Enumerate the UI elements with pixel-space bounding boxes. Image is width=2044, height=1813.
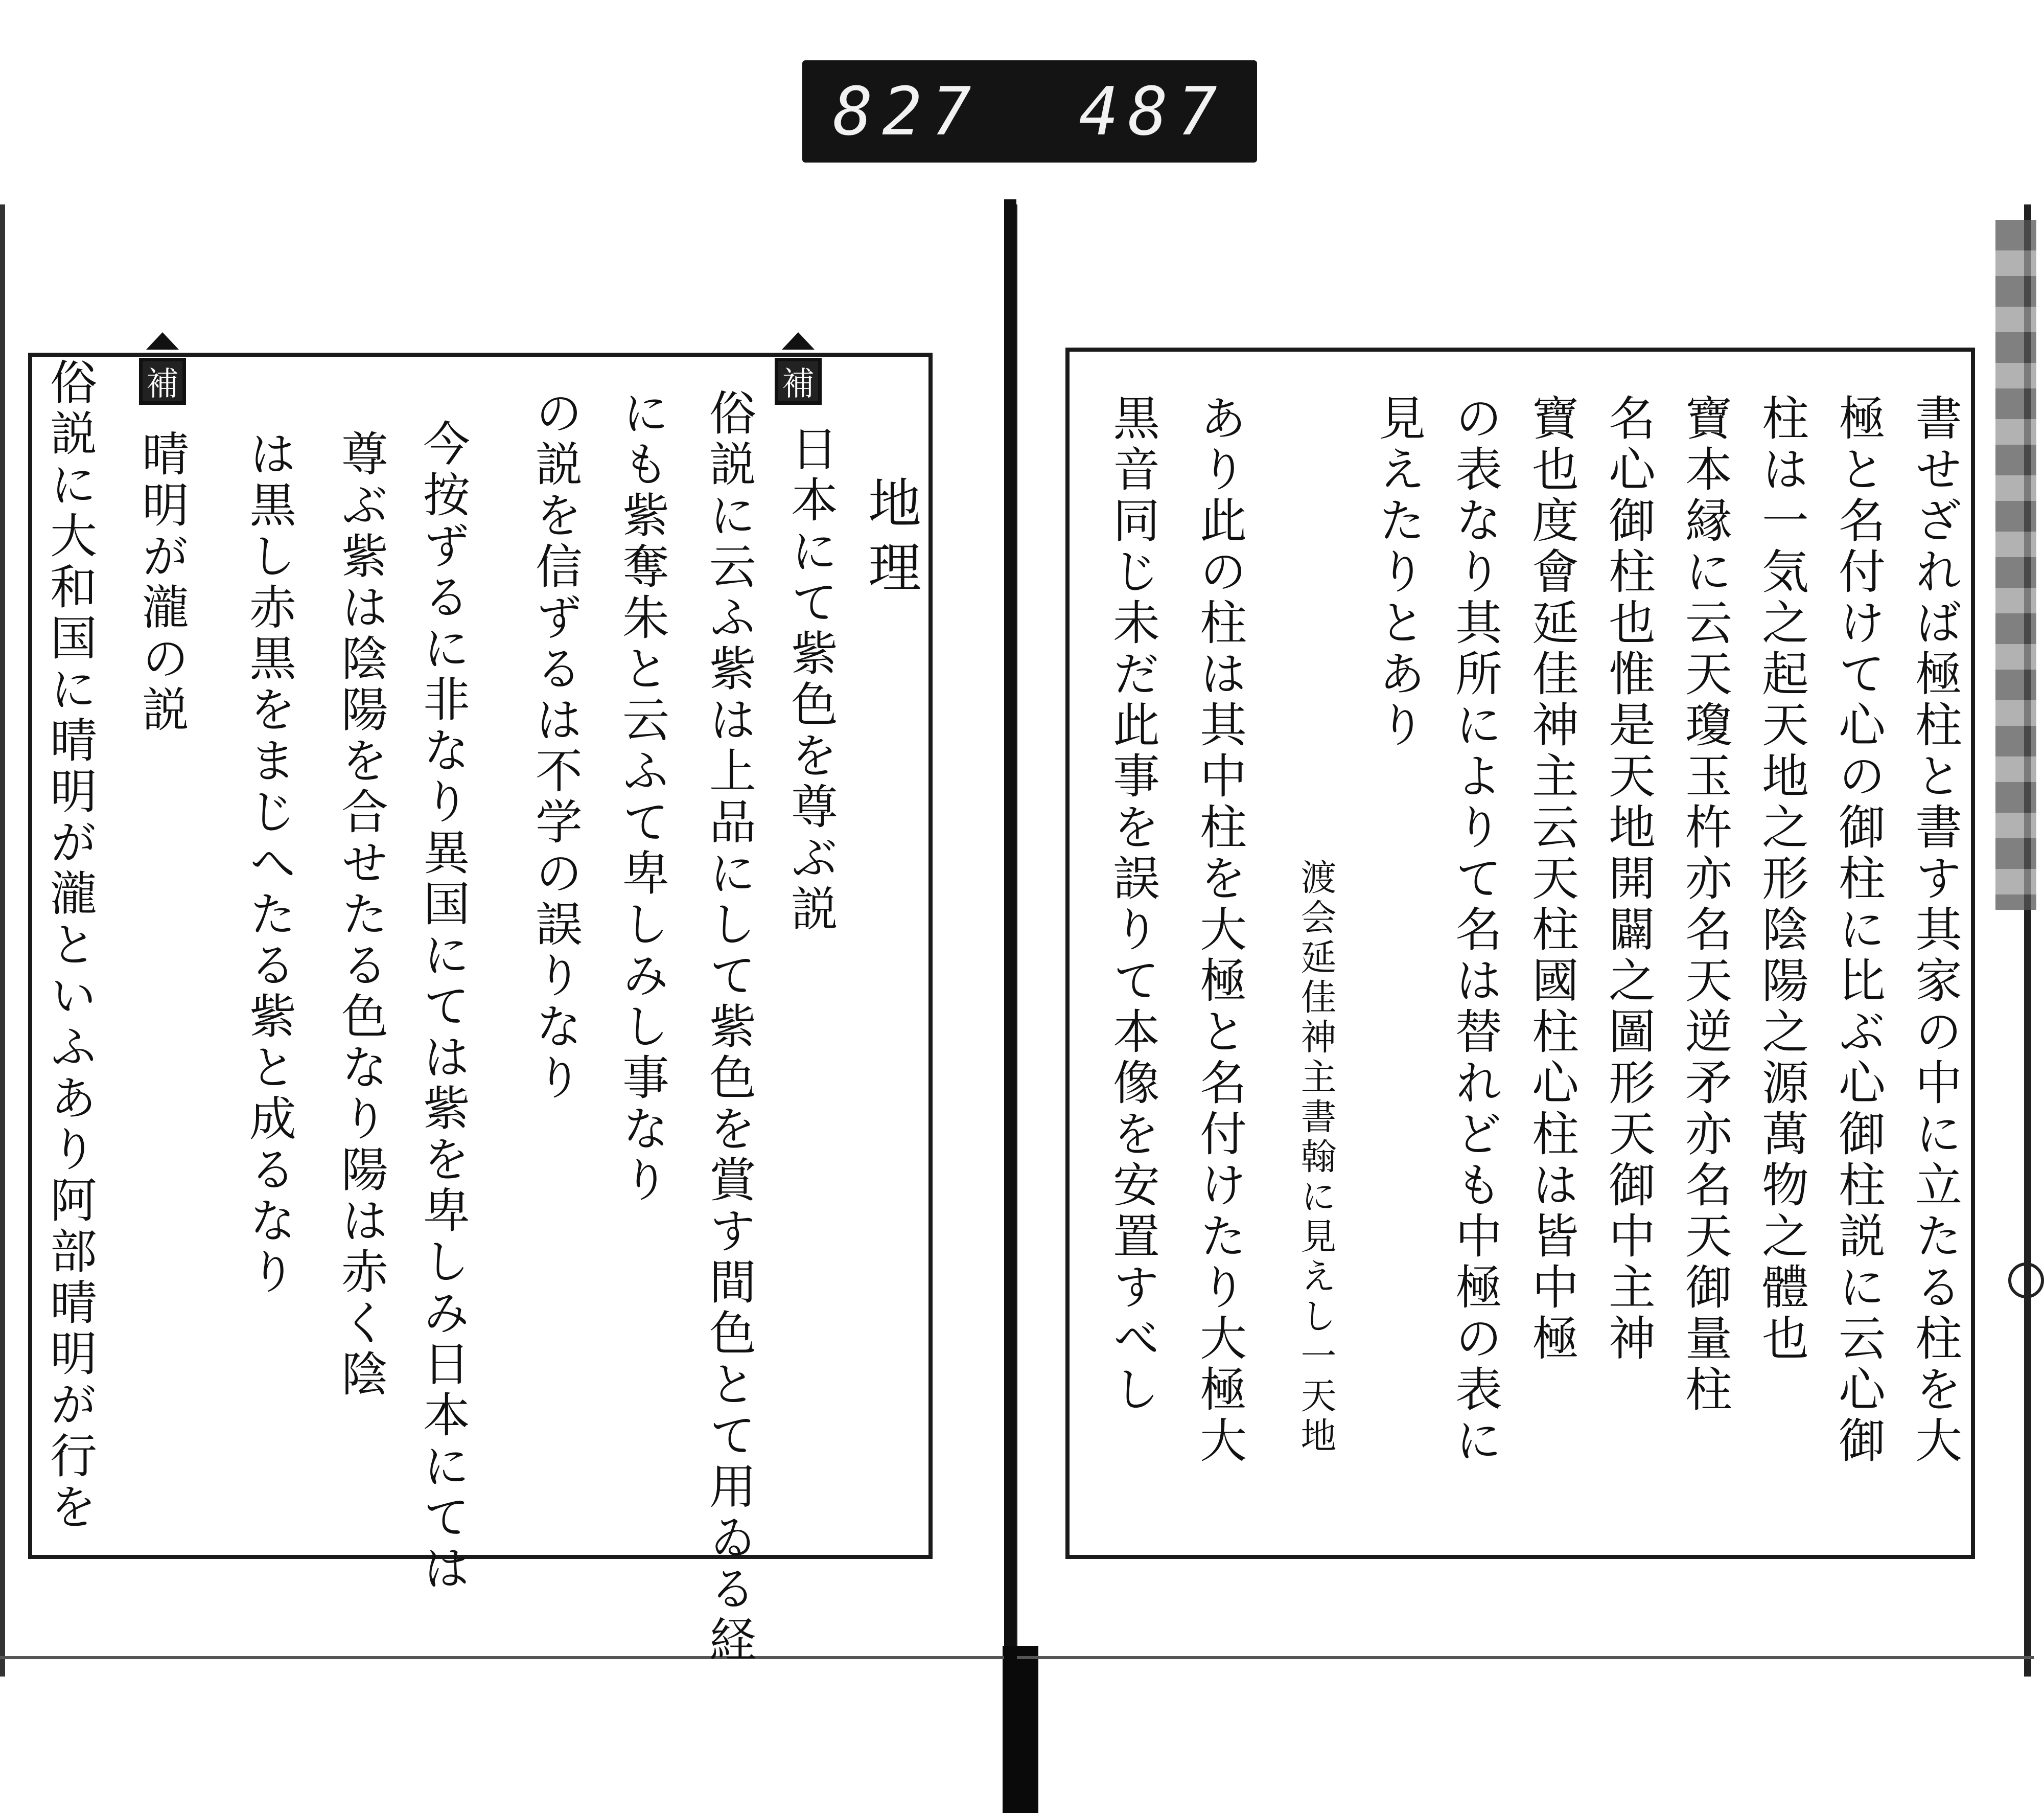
- page-marker-circle: [2008, 1263, 2044, 1298]
- book-gutter: [1004, 199, 1016, 1813]
- ho-tag: 補: [139, 358, 186, 405]
- text-column: は黒し赤黒をまじへたる紫と成るなり: [242, 429, 296, 1298]
- annotation-note: 渡会延佳神主書翰に見えし一天地: [1295, 859, 1337, 1457]
- archive-number-left: 827: [833, 73, 981, 150]
- text-column: 柱は一気之起天地之形陰陽之源萬物之體也: [1754, 394, 1809, 1365]
- text-column: 尊ぶ紫は陰陽を合せたる色なり陽は赤く陰: [334, 429, 388, 1401]
- text-column: にも紫奪朱と云ふて卑しみし事なり: [615, 388, 669, 1206]
- archive-number-right: 487: [1079, 73, 1226, 150]
- gutter-shadow: [1003, 1646, 1038, 1813]
- text-column: 名心御柱也惟是天地開闢之圖形天御中主神: [1601, 394, 1656, 1365]
- text-column: 書せざれば極柱と書す其家の中に立たる柱を大: [1908, 394, 1962, 1467]
- text-column: 今按ずるに非なり異国にては紫を卑しみ日本にては: [415, 419, 470, 1595]
- text-column: 見えたりとあり: [1371, 394, 1426, 751]
- section-title: 地理: [859, 475, 921, 604]
- ho-tag: 補: [775, 358, 822, 405]
- ho-tag-cap: [146, 332, 179, 350]
- text-column: の説を信ずるは不学の誤りなり: [528, 388, 583, 1104]
- right-page-bottom-edge: [1017, 1656, 2034, 1659]
- text-column: 寶也度會延佳神主云天柱國柱心柱は皆中極: [1524, 394, 1579, 1365]
- text-column: 寶本縁に云天瓊玉杵亦名天逆矛亦名天御量柱: [1678, 394, 1732, 1416]
- archive-number-label: [802, 60, 1257, 163]
- text-column: あり此の柱は其中柱を大極と名付けたり大極大: [1192, 394, 1247, 1467]
- book-spine-title: [1995, 220, 2036, 910]
- ho-tag-cap: [782, 332, 815, 350]
- text-column: 日本にて紫色を尊ぶ説: [783, 424, 838, 935]
- left-page-bottom-edge: [0, 1656, 1004, 1659]
- text-column: 俗説に大和国に晴明が瀧といふあり阿部晴明が行を: [42, 358, 97, 1533]
- sub-title: 晴明が瀧の説: [134, 429, 189, 736]
- text-column: 黒音同じ未だ此事を誤りて本像を安置すべし: [1105, 394, 1160, 1416]
- text-column: の表なり其所によりて名は替れども中極の表に: [1448, 394, 1502, 1467]
- text-column: 俗説に云ふ紫は上品にして紫色を賞す間色とて用ゐる経: [702, 388, 756, 1666]
- text-column: 極と名付けて心の御柱に比ぶ心御柱説に云心御: [1831, 394, 1886, 1467]
